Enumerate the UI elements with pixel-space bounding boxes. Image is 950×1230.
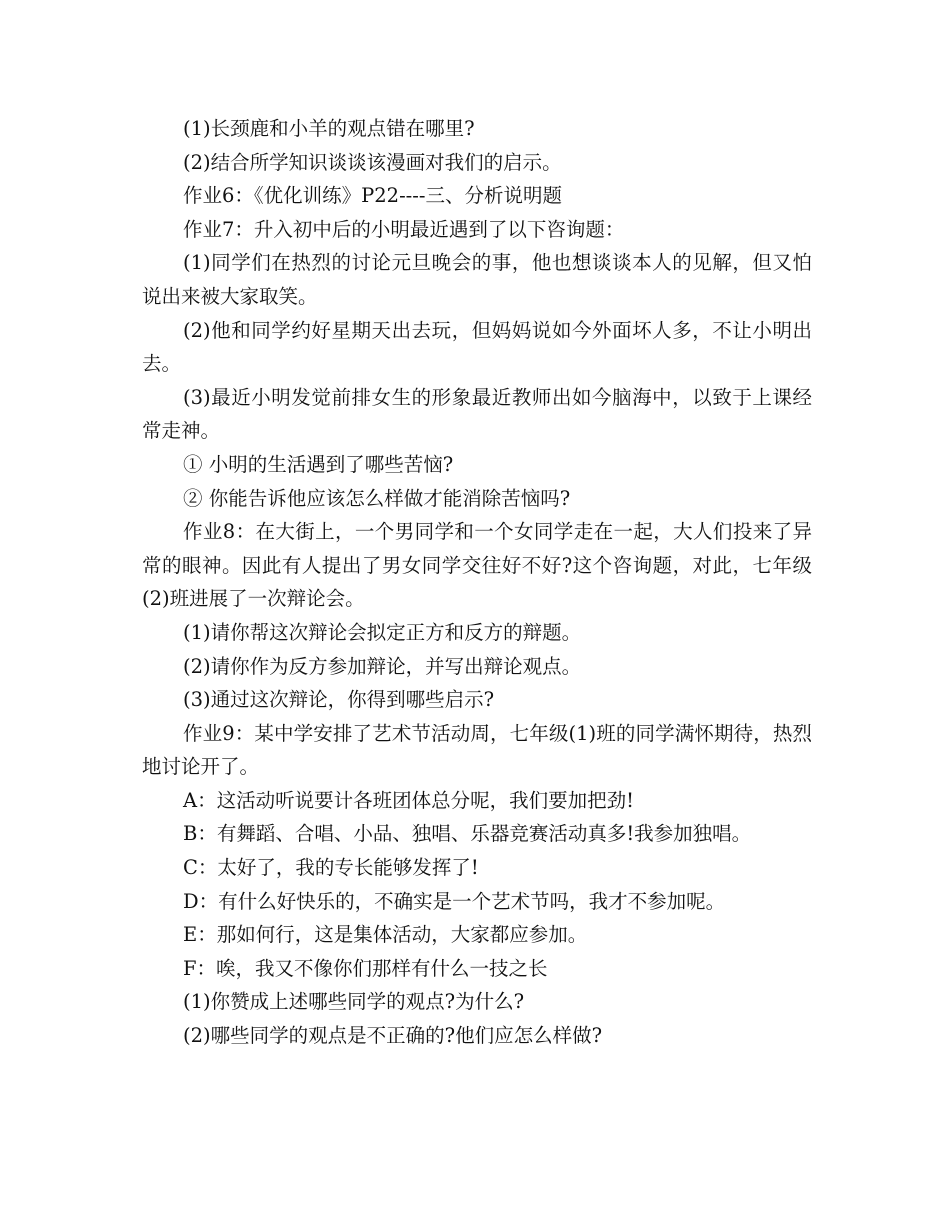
homework-7-item-1: (1)同学们在热烈的讨论元旦晚会的事，他也想谈谈本人的见解，但又怕说出来被大家取笑。 — [142, 251, 812, 308]
dialogue-a: A：这活动听说要计各班团体总分呢，我们要加把劲! — [183, 788, 634, 812]
question-1-text: (1)长颈鹿和小羊的观点错在哪里? — [183, 117, 475, 140]
dialogue-d: D：有什么好快乐的，不确实是一个艺术节吗，我才不参加呢。 — [183, 889, 726, 913]
dialogue-f: F：唉，我又不像你们那样有什么一技之长 — [183, 956, 548, 980]
homework-8-item-2: (2)请你作为反方参加辩论，并写出辩论观点。 — [183, 654, 582, 678]
homework-8-item-3: (3)通过这次辩论，你得到哪些启示? — [183, 688, 495, 712]
dialogue-e: E：那如何行，这是集体活动，大家都应参加。 — [183, 923, 588, 947]
homework-9-heading: 作业9：某中学安排了艺术节活动周，七年级(1)班的同学满怀期待，热烈地讨论开了。 — [142, 721, 812, 779]
dialogue-b: B：有舞蹈、合唱、小品、独唱、乐器竞赛活动真多!我参加独唱。 — [183, 822, 752, 846]
homework-9-question-1: (1)你赞成上述哪些同学的观点?为什么? — [183, 990, 525, 1014]
homework-8-item-1: (1)请你帮这次辩论会拟定正方和反方的辩题。 — [183, 620, 582, 644]
homework-8-heading: 作业8：在大街上，一个男同学和一个女同学走在一起，大人们投来了异常的眼神。因此有人提出了男女同学交往好不好?这个咨询题，对此，七年级(2)班进展了一次辩论会。 — [142, 520, 812, 611]
homework-7-heading: 作业7：升入初中后的小明最近遇到了以下咨询题： — [183, 217, 625, 241]
homework-7-question-1: ① 小明的生活遇到了哪些苦恼? — [183, 452, 454, 476]
homework-7-question-2: ② 你能告诉他应该怎么样做才能消除苦恼吗? — [183, 486, 571, 510]
homework-7-item-3: (3)最近小明发觉前排女生的形象最近教师出如今脑海中，以致于上课经常走神。 — [142, 385, 812, 443]
dialogue-c: C：太好了，我的专长能够发挥了! — [183, 856, 479, 880]
homework-9-question-2: (2)哪些同学的观点是不正确的?他们应怎么样做? — [183, 1024, 603, 1048]
document-body — [142, 112, 812, 1053]
homework-6-heading: 作业6：《优化训练》P22----三、分析说明题 — [183, 184, 562, 208]
homework-7-item-2: (2)他和同学约好星期天出去玩，但妈妈说如今外面坏人多，不让小明出去。 — [142, 318, 812, 376]
question-2-text: (2)结合所学知识谈谈该漫画对我们的启示。 — [183, 150, 562, 174]
